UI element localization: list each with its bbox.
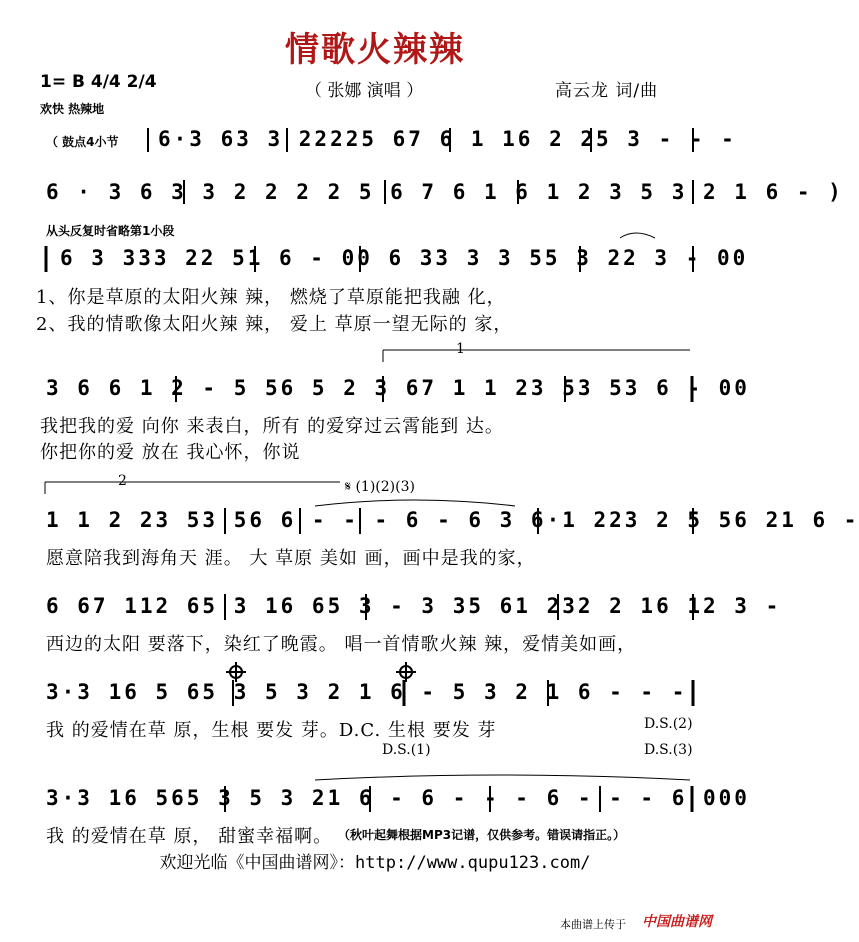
singer-credit: （ 张娜 演唱 ） xyxy=(305,81,424,101)
key-signature: 1= B 4/4 2/4 xyxy=(40,72,157,92)
chorus-lyric-1: 愿意陪我到海角天 涯。 大 草原 美如 画，画中是我的家， xyxy=(46,548,536,569)
chorus-lyric-2: 西边的太阳 要落下，染红了晚霞。 唱一首情歌火辣 辣，爱情美如画， xyxy=(46,634,637,655)
second-ending-mark: 2 xyxy=(118,473,127,489)
chorus-notes-row4: 3·3 16 565 3 5 3 21 6 - 6 - - - 6 - - - 6 000 xyxy=(46,786,750,810)
verse-lyric-2b: 你把你的爱 放在 我心怀，你说 xyxy=(40,442,301,463)
first-ending-mark: 1 xyxy=(456,341,465,357)
ds1-mark: D.S.(1) xyxy=(382,742,431,758)
verse-lyric-1b: 2、我的情歌像太阳火辣 辣， 爱上 草原一望无际的 家， xyxy=(36,314,513,335)
composer-credit: 高云龙 词/曲 xyxy=(555,81,659,101)
verse-notes-row2: 3 6 6 1 2 - 5 56 5 2 3 67 1 1 23 53 53 6 - 00 xyxy=(46,376,750,400)
site-logo: 中国曲谱网 xyxy=(642,914,712,930)
verse-lyric-1a: 1、你是草原的太阳火辣 辣， 燃烧了草原能把我融 化， xyxy=(36,287,506,308)
chorus-notes-row1: 1 1 2 23 53 56 6 - - - 6 - 6 3 6·1 223 2 5 56 21 6 - xyxy=(46,508,859,532)
ds2-mark: D.S.(2) xyxy=(644,716,693,732)
upload-label: 本曲谱上传于 xyxy=(560,918,626,931)
website-welcome: 欢迎光临《中国曲谱网》：http://www.qupu123.com/ xyxy=(159,853,591,873)
verse-lyric-2a: 我把我的爱 向你 来表白，所有 的爱穿过云霄能到 达。 xyxy=(40,416,504,437)
intro-notes-row1: 6·3 63 3 22225 67 6 1 16 2 25 3 - - - xyxy=(158,127,737,151)
chorus-notes-row3: 3·3 16 5 65 3 5 3 2 1 6 - 5 3 2 1 6 - - - xyxy=(46,680,688,704)
chorus-lyric-3: 我 的爱情在草 原，生根 要发 芽。D.C. 生根 要发 芽 xyxy=(46,720,497,741)
verse-notes-row1: 6 3 333 22 51 6 - 00 6 33 3 3 55 3 22 3 - 00 xyxy=(60,246,749,270)
chorus-notes-row2: 6 67 112 65 3 16 65 3 - 3 35 61 232 2 16 12 3 - xyxy=(46,594,782,618)
song-title: 情歌火辣辣 xyxy=(285,30,465,70)
chorus-lyric-4: 我 的爱情在草 原， 甜蜜幸福啊。 xyxy=(46,826,333,847)
segno-mark: 𝄋 (1)(2)(3) xyxy=(345,479,415,495)
intro-notes-row2: 6 · 3 6 3 3 2 2 2 2 5 6 7 6 1 6 1 2 3 5 3 2 1 6 - ) xyxy=(46,180,844,204)
intro-drum-label: （ 鼓点4小节 xyxy=(46,135,119,149)
repeat-instruction: 从头反复时省略第1小段 xyxy=(46,224,175,238)
tempo-marking: 欢快 热辣地 xyxy=(40,102,105,116)
transcription-credit: （秋叶起舞根据MP3记谱，仅供参考。错误请指正。） xyxy=(338,828,626,842)
ds3-mark: D.S.(3) xyxy=(644,742,693,758)
